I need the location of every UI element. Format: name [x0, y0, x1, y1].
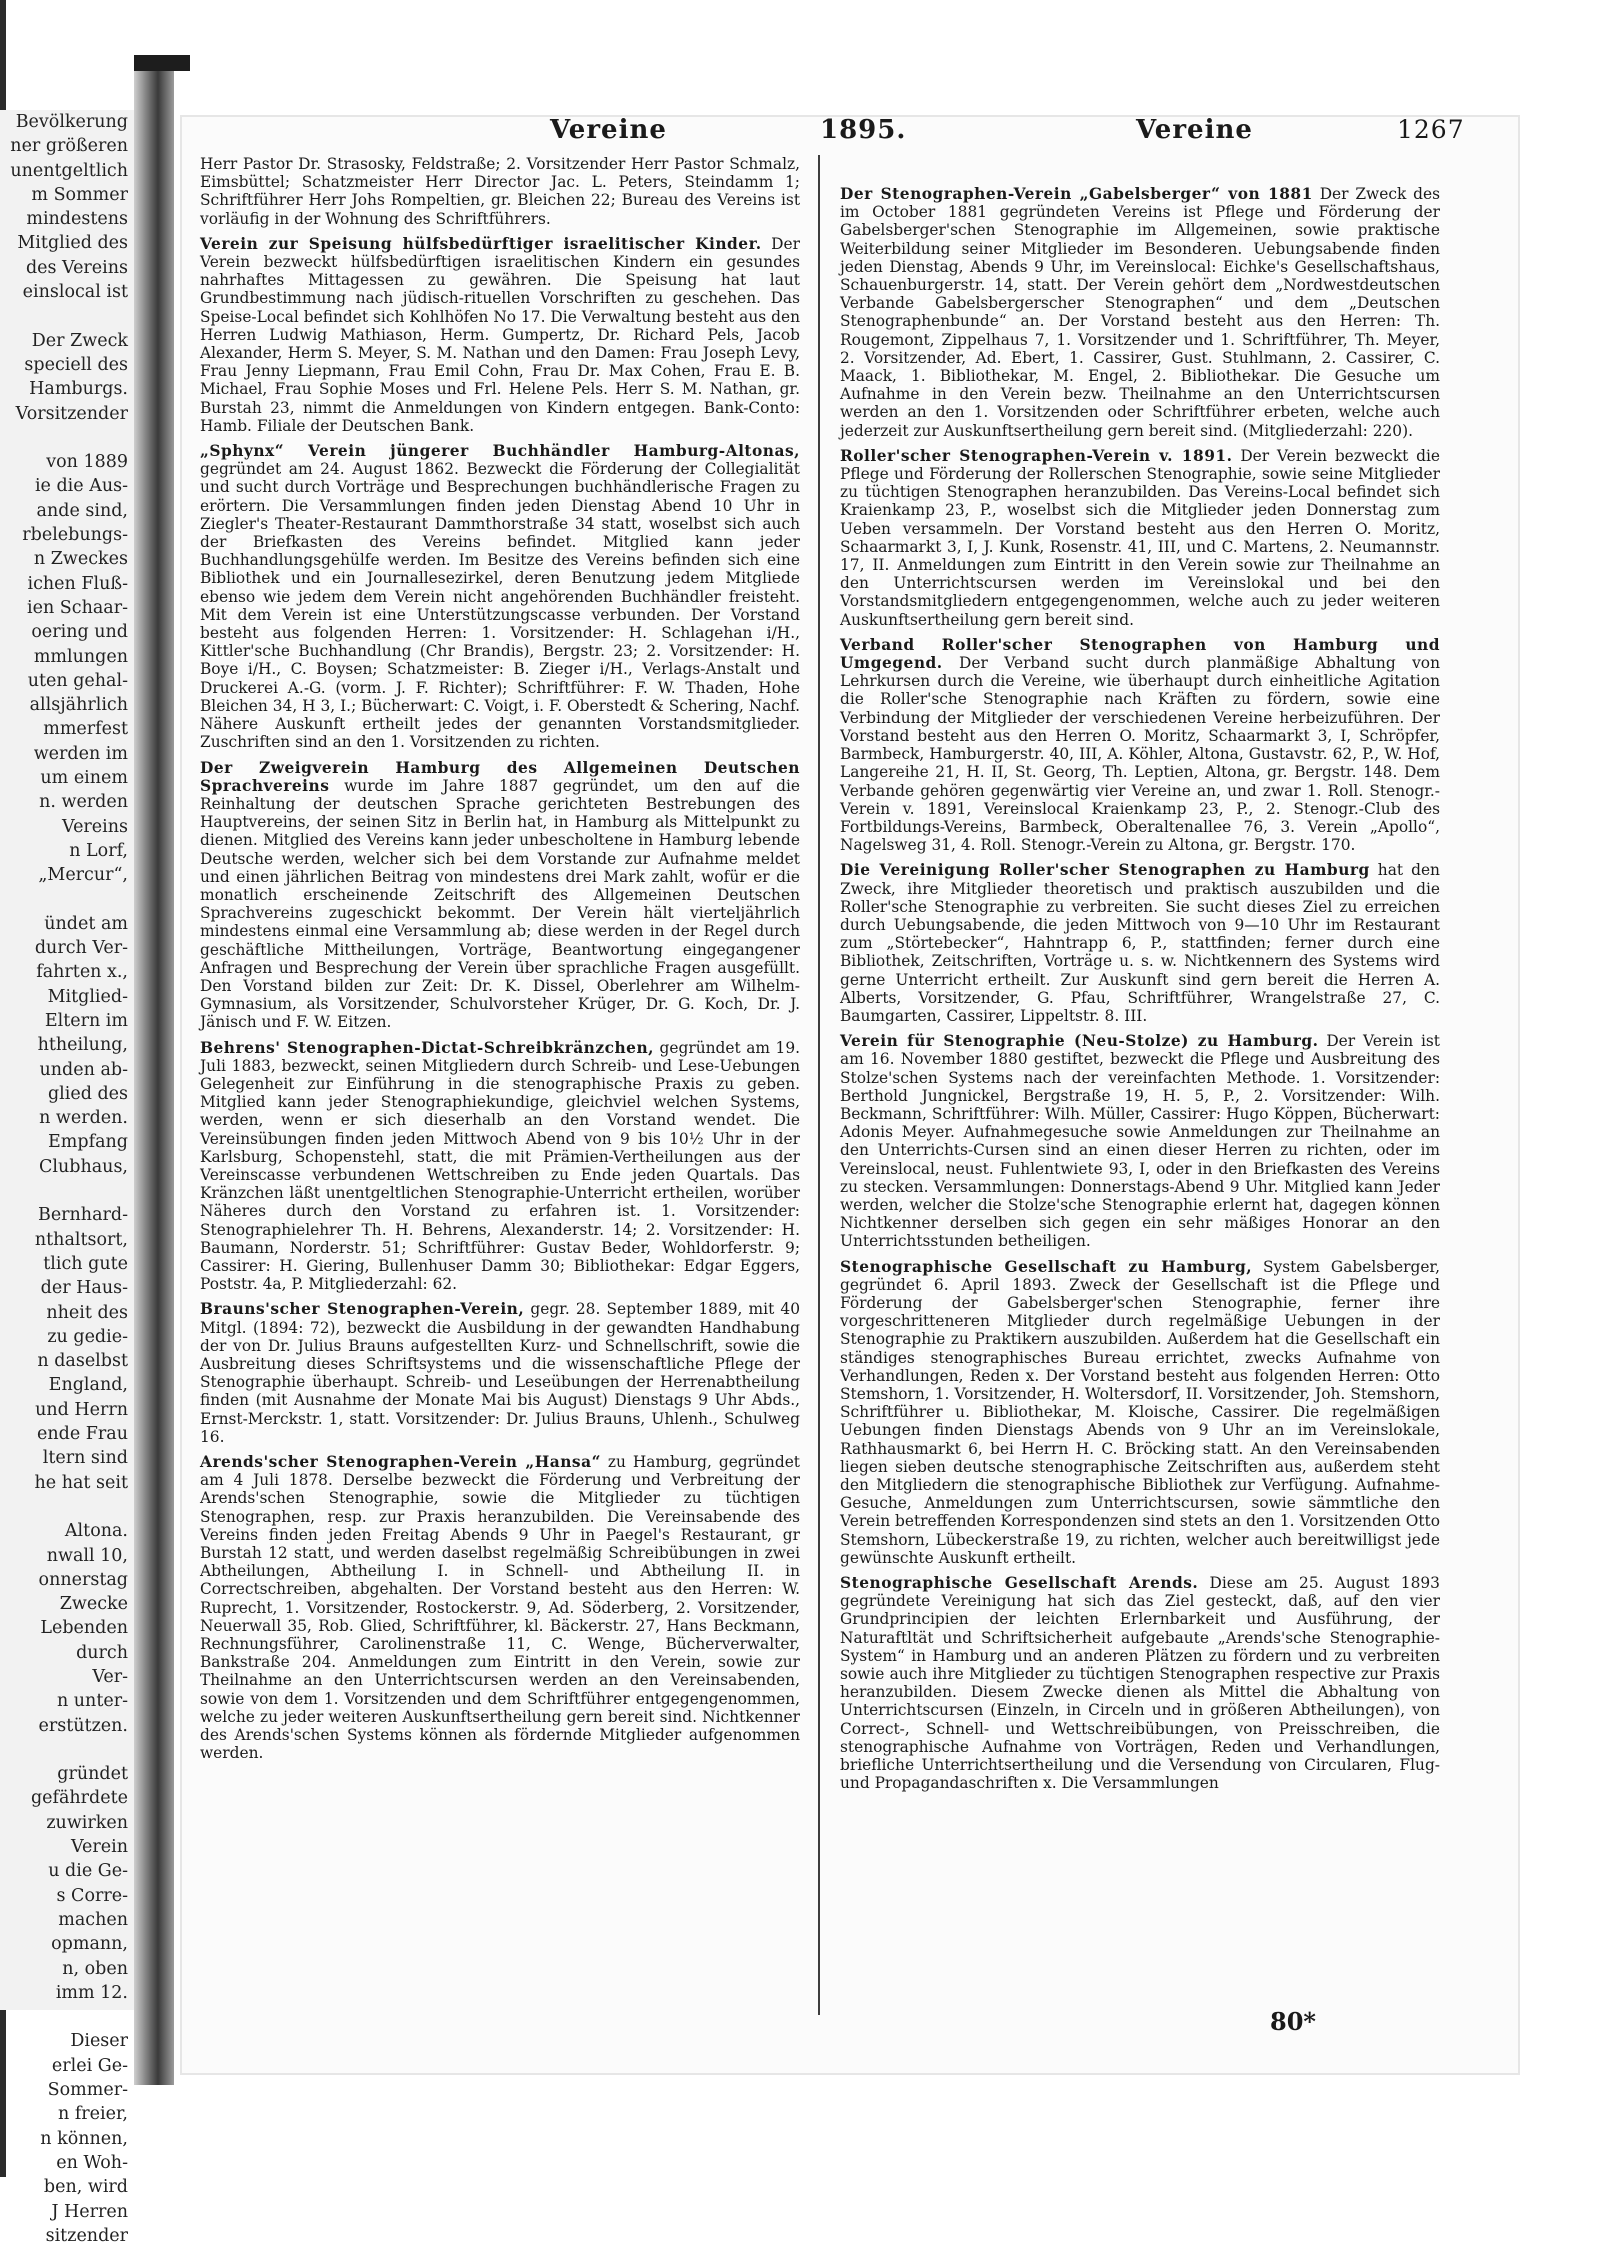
previous-page-line: n unter-: [56, 1691, 128, 1712]
previous-page-line: n Lorf,: [69, 840, 128, 861]
previous-page-line: Der Zweck: [31, 330, 128, 351]
previous-page-line: nwall 10,: [46, 1545, 128, 1566]
previous-page-line: n freier,: [58, 2104, 128, 2125]
previous-page-line: erlei Ge-: [51, 2055, 128, 2076]
previous-page-line: oering und: [31, 622, 128, 643]
previous-page-line: ande sind,: [36, 500, 128, 521]
previous-page-line: he hat seit: [34, 1472, 128, 1493]
previous-page-line: von 1889: [46, 452, 128, 473]
previous-page-line: glied des: [47, 1083, 128, 1104]
directory-entry: [840, 185, 1440, 440]
previous-page-line: [0, 1495, 134, 1519]
previous-page-line: [0, 426, 134, 450]
entry-title: Arends'scher Stenographen-Verein „Hansa“: [200, 1453, 601, 1472]
previous-page-line: rbelebungs-: [22, 525, 128, 546]
previous-page-line: onnerstag: [38, 1569, 128, 1590]
previous-page-line: n werden.: [39, 1108, 128, 1129]
previous-page-line: [0, 888, 134, 912]
book-spine: [134, 55, 174, 2085]
entry-text: Herr Pastor Dr. Strasosky, Feldstraße; 2. Vorsitzender Herr Pastor Schmalz, Eimsbüttel; Schatzmeister Herr Director Jac. L. Peters, Steindamm 1; Schriftführer Herr Johs Rompeltien, gr. Bleichen 22; Bureau des Vereins ist vorläufig in der Wohnung des Schriftführers.: [200, 155, 800, 228]
directory-entry: [840, 1032, 1440, 1250]
previous-page-line: erstützen.: [38, 1715, 128, 1736]
previous-page-line: [0, 1179, 134, 1203]
previous-page-line: [0, 2005, 134, 2029]
previous-page-line: mmerfest: [43, 719, 128, 740]
previous-page-line: allsjährlich: [29, 695, 128, 716]
previous-page-line: durch Ver-: [34, 938, 128, 959]
page-number: 1267: [1397, 115, 1465, 144]
previous-page-line: ende Frau: [37, 1424, 128, 1445]
previous-page-line: um einem: [40, 768, 128, 789]
previous-page-line: tlich gute: [43, 1253, 128, 1274]
directory-entry: [840, 1258, 1440, 1567]
previous-page-line: durch: [76, 1642, 128, 1663]
previous-page-line: des Vereins: [25, 257, 128, 278]
previous-page-line: ben, wird: [43, 2177, 128, 2198]
previous-page-line: Zwecke: [59, 1594, 128, 1615]
previous-page-line: Clubhaus,: [39, 1156, 128, 1177]
previous-page-line: mindestens: [26, 209, 128, 230]
previous-page-line: werden im: [33, 743, 128, 764]
entry-text: zu Hamburg, gegründet am 4 Juli 1878. Derselbe bezweckt die Förderung und Verbreitung der Arends'schen Stenographie, sowie die Mitglieder zu tüchtigen Stenographen, resp. zur Praxis heranzubilden. Die Vereinsabende des Vereins finden jeden Freitag Abends 9 Uhr in Paegel's Restaurant, gr Burstah 12 statt, und werden daselbst regelmäßig Schreibübungen in zwei Abtheilungen, Abtheilung I. in Schnell- und Abtheilung II. in Correctschreiben, abgehalten. Der Vorstand besteht aus den Herren: W. Ruprecht, 1. Vorsitzender, Rostockerstr. 9, Ad. Söderberg, 2. Vorsitzender, Neuerwall 35, Rob. Glied, Schriftführer, kl. Bäckerstr. 27, Hans Beckmann, Rechnungsführer, Carolinenstraße 11, C. Wenge, Bücherverwalter, Bankstraße 204. Anmeldungen zum Eintritt in den Verein, sowie zur Theilnahme an den Unterrichtscursen werden an den Vereinsabenden, sowie von dem 1. Vorsitzenden und dem Schriftführer entgegengenommen, welche zu jeder weiteren Auskunftsertheilung gern bereit sind. Nichtkenner des Arends'schen Systems können als fördernde Mitglieder aufgenommen werden.: [200, 1453, 800, 1763]
previous-page-line: mmlungen: [33, 646, 128, 667]
directory-entry: [200, 759, 800, 1032]
previous-page-line: Ver-: [92, 1667, 128, 1687]
previous-page-line: uten gehal-: [27, 670, 128, 691]
entry-text: hat den Zweck, ihre Mitglieder theoretisch und praktisch auszubilden und die Roller'sche Stenographie zu verbreiten. Sie sucht dieses Ziel zu erreichen durch Uebungsabende, die jeden Mittwoch von 9—10 Uhr im Restaurant zum „Störtebecker“, Hahntrapp 6, P., stattfinden; ferner durch eine Bibliothek, Zeitschriften, Vorträge u. s. w. Nichtkennern des Systems wird gerne Unterricht ertheilt. Zur Auskunft sind gern bereit die Herren A. Alberts, Vorsitzender, G. Pfau, Schriftführer, Wrangelstraße 27, C. Baumgarten, Cassirer, Lippeltstr. 8. III.: [840, 861, 1440, 1025]
entry-text: gegründet am 24. August 1862. Bezweckt die Förderung der Collegialität und sucht durch Vorträge und Besprechungen buchhändlerische Fragen zu erörtern. Die Versammlungen finden jeden Dienstag Abend 10 Uhr in Ziegler's Theater-Restaurant Dammthorstraße 34 statt, woselbst sich auch der Briefkasten des Vereins befindet. Mitglied kann jeder Buchhandlungsgehülfe werden. Im Besitze des Vereins befinden sich eine Bibliothek und ein Journallesezirkel, deren Benutzung jedem Mitgliede ebenso wie jedem dem Verein nicht angehörenden Buchhändler freisteht. Mit dem Verein ist eine Unterstützungscasse verbunden. Der Vorstand besteht aus folgenden Herren: 1. Vorsitzender: H. Schlagehan i/H., Kittler'sche Buchhandlung (Chr Brandis), Bergstr. 23; 2. Vorsitzender: H. Boye i/H., C. Boysen; Schatzmeister: B. Zieger i/H., Verlags-Anstalt und Druckerei A.-G. (vorm. J. F. Richter); Schriftführer: F. W. Thaden, Hohe Bleichen 34, H 3, I.; Bücherwart: C. Voigt, i. F. Oberstedt & Schering, Nachf. Nähere Auskunft ertheilt jedes der genannten Vorstandsmitglieder. Zuschriften sind an den 1. Vorsitzenden zu richten.: [200, 460, 800, 752]
previous-page-line: ie die Aus-: [34, 476, 128, 497]
previous-page-line: speciell des: [24, 354, 128, 375]
page: [180, 115, 1520, 2075]
entry-text: wurde im Jahre 1887 gegründet, um den auf die Reinhaltung der deutschen Sprache gerichteten Bestrebungen des Hauptvereins, der seinen Sitz in Berlin hat, in Hamburg als Mittelpunkt zu dienen. Mitglied des Vereins kann jeder unbescholtene in Hamburg lebende Deutsche werden, welcher sich bei dem Vorstande zur Aufnahme meldet und einen jährlichen Beitrag von mindestens drei Mark zahlt, wofür er die monatlich erscheinende Zeitschrift des Allgemeinen Deutschen Sprachvereins zugeschickt bekommt. Der Verein hält vierteljährlich mindestens einmal eine Versammlung ab; diese werden in der Regel durch geschäftliche Mittheilungen, Vorträge, Beantwortung eingegangener Anfragen und Besprechung der Verein über sprachliche Fragen ausgefüllt. Den Vorstand bilden zur Zeit: Dr. K. Dissel, Oberlehrer am Wilhelm-Gymnasium, als Vorsitzender, Schulvorsteher Krüger, Dr. G. Koch, Dr. J. Jänisch und F. W. Eitzen.: [200, 776, 800, 1032]
previous-page-line: n können,: [40, 2128, 128, 2149]
entry-title: Verband Roller'scher Stenographen von Hamburg und Umgegend.: [840, 635, 1440, 673]
previous-page-line: gründet: [57, 1764, 128, 1785]
directory-entry: [840, 1574, 1440, 1792]
entry-text: Der Zweck des im October 1881 gegründeten Vereins ist Pflege und Förderung der Gabelsberger'schen Stenographie im Allgemeinen, sowie praktische Weiterbildung seiner Mitglieder im Besonderen. Uebungsabende finden jeden Dienstag, Abends 9 Uhr, im Vereinslocal: Eichke's Gesellschaftshaus, Schauenburgerstr. 14, statt. Der Verein gehört dem „Nordwestdeutschen Verbande Gabelsbergerscher Stenographen“ und dem „Deutschen Stenographenbunde“ an. Der Vorstand besteht aus den Herren: Th. Rougemont, Zippelhaus 7, 1. Vorsitzender und 1. Schriftführer, Th. Meyer, 2. Vorsitzender, Ad. Ebert, 1. Cassirer, Gust. Stuhlmann, 2. Cassirer, C. Maack, 1. Bibliothekar, M. Engel, 2. Bibliothekar. Die Gesuche um Aufnahme in den Verein bezw. Theilnahme an den Unterrichtscursen werden an den 1. Vorsitzenden oder Schriftführer erbeten, welche auch jederzeit zur Auskunftsertheilung gern bereit sind. (Mitgliederzahl: 220).: [840, 185, 1440, 440]
entry-text: Der Verein bezweckt die Pflege und Förderung der Rollerschen Stenographie, sowie seine Mitglieder zu tüchtigen Stenographen heranzubilden. Das Vereins-Local befindet sich Kraienkamp 23, P., woselbst sich die Mitglieder jeden Donnerstag zum Ueben versammeln. Der Vorstand besteht aus den Herren O. Moritz, Schaarmarkt 3, I, J. Kunk, Rosenstr. 41, III, und C. Martens, 2. Neumannstr. 17, II. Anmeldungen zum Eintritt in den Verein sowie zur Theilnahme an den Unterrichtscursen werden im Vereinslokal und bei den Vorstandsmitgliedern entgegengenommen, welche auch zu jeder weiteren Auskunftsertheilung gern bereit sind.: [840, 446, 1440, 629]
directory-entry: [200, 1039, 800, 1294]
entry-text: Diese am 25. August 1893 gegründete Vereinigung hat sich das Ziel gesteckt, daß, auf den vier Grundprincipien der leichten Erlernbarkeit und Ausführung, der Naturaftltät und Schriftsicherheit aufgebaute „Arends'sche Stenographie-System“ in Hamburg und an anderen Plätzen zu fördern und zu verbreiten sowie auch ihre Mitglieder zu tüchtigen Stenographen respective zur Praxis heranzubilden. Diesem Zwecke dienen als Mittel die Abhaltung von Unterrichtscursen (Einzeln, in Circeln und in größeren Abtheilungen), von Correct-, Schnell- und Wettschreibübungen, von Preisschreiben, die stenographische Aufnahme von Vorträgen, Reden und Verhandlungen, briefliche Unterrichtsertheilung und die Versendung von Circularen, Flug- und Propagandaschriften x. Die Versammlungen: [840, 1574, 1440, 1793]
previous-page-line: Vorsitzender: [15, 403, 128, 424]
previous-page-line: und Herrn: [35, 1399, 128, 1420]
entry-text: System Gabelsberger, gegründet 6. April 1893. Zweck der Gesellschaft ist die Pflege und Förderung der Gabelsberger'schen Stenographie, ferner ihre vorgeschritteneren Mitglieder durch regelmäßige Uebungen in der Stenographie zu Praktikern auszubilden. Außerdem hat die Gesellschaft ein ständiges stenographisches Bureau errichtet, zwecks Aufnahme von Verhandlungen, Reden x. Der Vorstand besteht aus folgenden Herren: Otto Stemshorn, 1. Vorsitzender, H. Woltersdorf, II. Vorsitzender, Joh. Stemshorn, Schriftführer u. Bibliothekar, M. Kloische, Cassirer. Die regelmäßigen Uebungen finden Dienstags Abends von 9 Uhr an im Vereinslokale, Rathhausmarkt 6, bei Herrn H. C. Bröcking statt. An den Vereinsabenden liegen sieben deutsche stenographische Zeitschriften aus, außerdem steht den Mitgliedern die stenographische Bibliothek zur Verfügung. Aufnahme-Gesuche, Anmeldungen zum Unterrichtscursen, sowie sämmtliche den Verein betreffenden Korrespondenzen sind stets an den 1. Vorsitzenden Otto Stemshorn, Lübeckerstraße 19, zu richten, welcher auch bereitwilligst jede gewünschte Auskunft ertheilt.: [840, 1257, 1440, 1567]
entry-title: Der Zweigverein Hamburg des Allgemeinen Deutschen Sprachvereins: [200, 758, 800, 795]
book-spine-top: [134, 55, 190, 71]
entry-title: Stenographische Gesellschaft zu Hamburg,: [840, 1257, 1253, 1276]
previous-page-line: machen: [58, 1909, 128, 1930]
entry-title: Verein für Stenographie (Neu-Stolze) zu Hamburg.: [840, 1032, 1319, 1051]
previous-page-line: u die Ge-: [48, 1861, 128, 1882]
previous-page-line: n daselbst: [37, 1351, 128, 1372]
previous-page-line: Hamburgs.: [29, 379, 128, 400]
previous-page-line: nthaltsort,: [34, 1229, 128, 1250]
previous-page-line: opmann,: [51, 1934, 128, 1955]
previous-page-line: en Woh-: [56, 2152, 128, 2173]
previous-page-line: England,: [48, 1375, 128, 1396]
previous-page-line: der Haus-: [40, 1278, 128, 1299]
previous-page-line: ien Schaar-: [27, 597, 128, 618]
directory-entry: [200, 235, 800, 435]
previous-page-line: Sommer-: [47, 2080, 128, 2101]
running-head: [180, 115, 1520, 157]
header-left-title: Vereine: [550, 115, 667, 145]
previous-page-line: Eltern im: [44, 1010, 128, 1031]
previous-page-line: zuwirken: [46, 1812, 128, 1833]
right-column: [840, 185, 1440, 2065]
previous-page-line: Verein: [71, 1837, 128, 1858]
previous-page-line: htheilung,: [37, 1035, 128, 1056]
column-rule: [818, 155, 820, 2015]
previous-page-line: ündet am: [44, 913, 128, 934]
entry-title: Behrens' Stenographen-Dictat-Schreibkränzchen,: [200, 1038, 654, 1057]
entry-title: Brauns'scher Stenographen-Verein,: [200, 1300, 525, 1319]
entry-title: Roller'scher Stenographen-Verein v. 1891.: [840, 446, 1233, 465]
directory-entry: [200, 442, 800, 751]
previous-page-line: [0, 304, 134, 328]
directory-entry: [840, 636, 1440, 854]
left-column: [200, 155, 800, 2035]
previous-page-line: Bernhard-: [37, 1205, 128, 1226]
previous-page-line: Mitglied des: [17, 233, 128, 254]
header-right-title: Vereine: [1136, 115, 1253, 145]
previous-page-line: Dieser: [70, 2031, 128, 2052]
entry-text: Der Verein bezweckt hülfsbedürftigen israelitischen Kindern ein gesundes nahrhaftes Mittagessen zu gewähren. Die Speisung hat laut Grundbestimmung nach jüdisch-rituellen Vorschriften zu geschehen. Das Speise-Local befindet sich Kohlhöfen No 17. Die Verwaltung besteht aus den Herren Ludwig Mathiason, Herm. Gumpertz, Dr. Richard Pels, Jacob Alexander, Herm S. Meyer, S. M. Nathan und den Damen: Frau Joseph Levy, Frau Jenny Liepmann, Frau Emil Cohn, Frau Dr. Max Cohen, Frau E. B. Michael, Frau Sophie Moses und Frl. Helene Pels. Herr S. M. Nathan, gr. Burstah 23, nimmt die Anmeldungen von Kindern entgegen. Bank-Conto: Hamb. Filiale der Deutschen Bank.: [200, 234, 800, 435]
previous-page-line: zu gedie-: [47, 1326, 128, 1347]
header-year: 1895.: [820, 115, 907, 145]
previous-page-line: n Zweckes: [33, 549, 128, 570]
previous-page-line: ner größeren: [10, 136, 128, 157]
entry-title: Stenographische Gesellschaft Arends.: [840, 1574, 1199, 1593]
previous-page-line: J Herren: [51, 2201, 128, 2222]
previous-page-line: Altona.: [64, 1521, 128, 1542]
previous-page-line: Empfang: [48, 1132, 128, 1153]
previous-page-line: gefährdete: [30, 1788, 128, 1809]
previous-page-line: imm 12.: [55, 1982, 128, 2003]
previous-page-line: sitzender: [45, 2225, 128, 2246]
previous-page-line: s Corre-: [56, 1885, 128, 1906]
previous-page-line: [0, 1738, 134, 1762]
entry-text: Der Verband sucht durch planmäßige Abhaltung von Lehrkursen durch die Vereine, wie überhaupt durch einheitliche Agitation die Roller'sche Stenographie nach Kräften zu fördern, sowie eine Verbindung der Mitglieder der verschiedenen Vereine herbeizuführen. Der Vorstand besteht aus den Herren O. Moritz, Schaarmarkt 3, I, Schröpfer, Barmbeck, Hamburgerstr. 40, III, A. Köhler, Altona, Gustavstr. 62, P., W. Hof, Langereihe 21, H. II, St. Georg, Th. Leptien, Altona, gr. Bergstr. 148. Dem Verbande gehören gegenwärtig vier Vereine an, und zwar 1. Roll. Stenogr.-Verein v. 1891, Vereinslocal Kraienkamp 23, P., 2. Stenogr.-Club des Fortbildungs-Vereins, Barmbeck, Oberaltenallee 76, 3. Verein „Apollo“, Nagelsweg 31, 4. Roll. Stenogr.-Verein zu Altona, gr. Bergstr. 170.: [840, 654, 1440, 855]
previous-page-line: nheit des: [46, 1302, 128, 1323]
entry-title: „Sphynx“ Verein jüngerer Buchhändler Hamburg-Altonas,: [200, 442, 800, 461]
previous-page-line: unentgeltlich: [10, 160, 128, 181]
directory-entry: [840, 861, 1440, 1025]
previous-page-line: n. werden: [39, 792, 128, 813]
directory-entry: [200, 1453, 800, 1762]
previous-page-line: ltern sind: [42, 1448, 128, 1469]
previous-page-fragment: [0, 110, 134, 2246]
previous-page-line: n, oben: [62, 1958, 128, 1979]
entry-text: Der Verein ist am 16. November 1880 gestiftet, bezweckt die Pflege und Ausbreitung des Stolze'schen Systems nach der vereinfachten Methode. 1. Vorsitzender: Berthold Jungnickel, Bergstraße 19, H. 5, P., 2. Vorsitzender: Wilh. Beckmann, Schriftführer: Wilh. Müller, Cassirer: Hugo Köppen, Bücherwart: Adonis Meyer. Aufnahmegesuche sowie Anmeldungen zur Theilnahme an den Unterrichts-Cursen sind an einen dieser Herren zu richten, oder im Vereinslocal, neust. Fuhlentwiete 93, I, oder in den Briefkasten des Vereins zu stecken. Versammlungen: Donnerstags-Abend 9 Uhr. Mitglied kann Jeder werden, welcher die Stolze'sche Stenographie erlernt hat, dagegen können Nichtkenner derselben sich gegen ein sehr mäßiges Honorar an den Unterrichtsstunden betheiligen.: [840, 1032, 1440, 1251]
previous-page-line: m Sommer: [31, 184, 128, 205]
entry-title: Die Vereinigung Roller'scher Stenographen zu Hamburg: [840, 861, 1370, 880]
previous-page-line: „Mercur“,: [38, 865, 128, 886]
entry-text: gegr. 28. September 1889, mit 40 Mitgl. (1894: 72), bezweckt die Ausbildung in der gewandten Handhabung der von Dr. Julius Brauns aufgestellten Kurz- und Schnellschrift, sowie die Ausbreitung dieses Schriftsystems und die wissenschaftliche Pflege der Stenographie überhaupt. Schreib- und Leseübungen der Herrenabtheilung finden (mit Ausnahme der Monate Mai bis August) Dienstags 9 Uhr Abds., Ernst-Merckstr. 1, statt. Vorsitzender: Dr. Julius Brauns, Uhlenh., Schulweg 16.: [200, 1300, 800, 1446]
entry-text: gegründet am 19. Juli 1883, bezweckt, seinen Mitgliedern durch Schreib- und Lese-Uebungen Gelegenheit zur Einführung in die stenographische Praxis zu geben. Mitglied kann jeder Stenographiekundige, gleichviel welchen Systems, werden, wenn er sich dieserhalb an den Vorstand wendet. Die Vereinsübungen finden jeden Mittwoch Abend von 9 bis 10½ Uhr in der Karlsburg, Schopenstehl, statt, die mit Prämien-Vertheilungen aus der Vereinscasse verbundenen Wettschreiben zu Ende jeden Quartals. Das Kränzchen läßt unentgeltlichen Stenographie-Unterricht ertheilen, worüber Näheres durch den Vorstand zu erfahren ist. 1. Vorsitzender: Stenographielehrer Th. H. Behrens, Alexanderstr. 14; 2. Vorsitzender: H. Baumann, Norderstr. 51; Schriftführer: Gustav Beder, Wohldorferstr. 9; Cassirer: H. Giering, Bullenhuser Damm 30; Bibliothekar: Edgar Eggers, Poststr. 4a, P. Mitgliederzahl: 62.: [200, 1038, 800, 1294]
previous-page-line: einslocal ist: [22, 282, 128, 303]
previous-page-line: Lebenden: [40, 1618, 128, 1639]
entry-title: Verein zur Speisung hülfsbedürftiger israelitischer Kinder.: [200, 234, 762, 253]
previous-page-line: Vereins: [62, 816, 128, 837]
directory-entry: [840, 447, 1440, 629]
previous-page-line: ichen Fluß-: [27, 573, 128, 594]
directory-entry: [200, 155, 800, 228]
previous-page-line: Bevölkerung: [15, 112, 128, 132]
entry-title: Der Stenographen-Verein „Gabelsberger“ von 1881: [840, 185, 1313, 203]
signature-mark: 80*: [1270, 2007, 1316, 2036]
previous-page-line: Mitglied-: [47, 986, 128, 1007]
directory-entry: [200, 1300, 800, 1446]
previous-page-line: unden ab-: [39, 1059, 128, 1080]
previous-page-line: fahrten x.,: [36, 962, 128, 983]
